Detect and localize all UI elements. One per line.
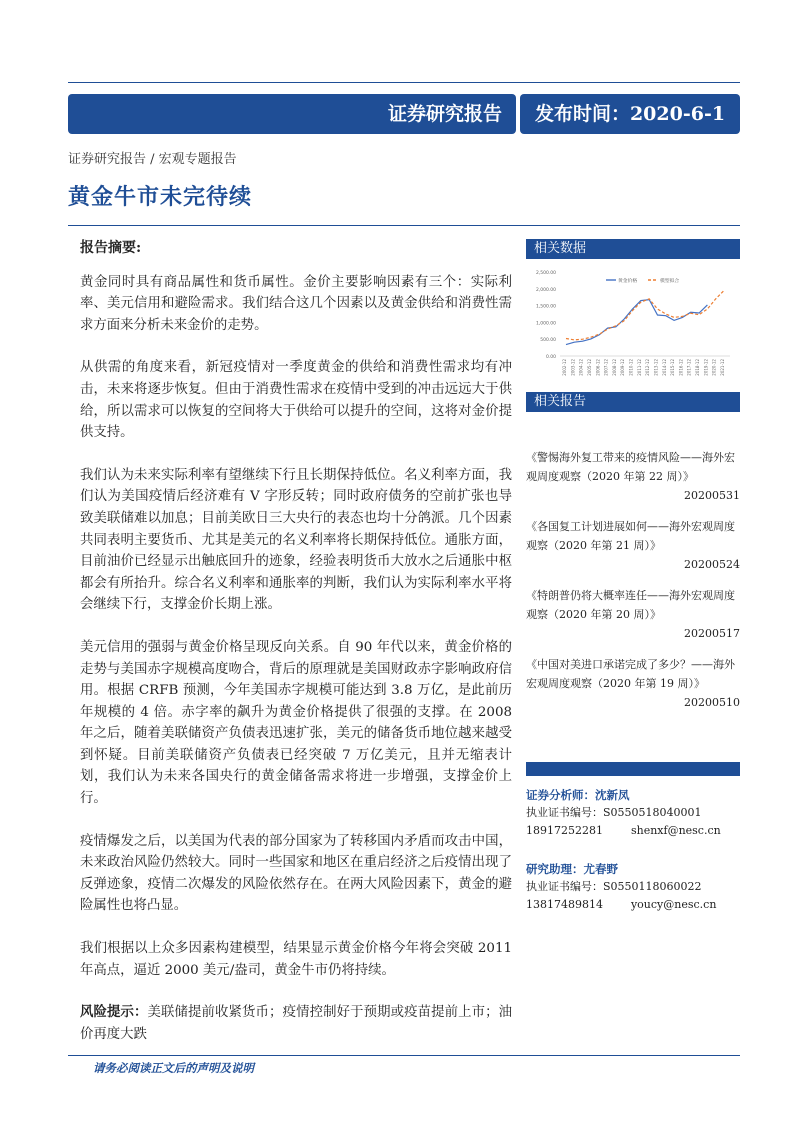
publish-date-banner: 发布时间：2020-6-1: [520, 94, 740, 134]
report-title[interactable]: 《各国复工计划进展如何——海外宏观周度观察（2020 年第 21 周）》: [526, 520, 735, 552]
x-tick-label: 2021-12: [720, 359, 725, 376]
analyst-cert: 执业证书编号：S0550518040001: [526, 806, 702, 819]
assistant-phone: 13817489814: [526, 898, 603, 911]
assistant-block: [526, 860, 716, 914]
assistant-cert: 执业证书编号：S0550118060022: [526, 880, 702, 893]
assistant-role: 研究助理：尤春野: [526, 862, 618, 876]
summary-paragraph: 我们认为未来实际利率有望继续下行且长期保持低位。名义利率方面，我们认为美国疫情后经济难有 V 字形反转；同时政府债务的空前扩张也导致美联储难以加息；目前美欧日三大央行的表态也均十分鸽派。几个因素共同表明主要货币、尤其是美元的名义利率将长期保持低位。通胀方面，目前油价已经显示出触底回升的迹象，经验表明货币大放水之后通胀中枢都会有所抬升。综合名义利率和通胀率的判断，我们认为实际利率水平将会继续下行，支撑金价长期上涨。: [80, 467, 512, 613]
x-tick-label: 2011-12: [636, 359, 642, 376]
x-tick-label: 2013-12: [653, 359, 659, 376]
assistant-contact: [526, 896, 716, 914]
breadcrumb: 证券研究报告 / 宏观专题报告: [68, 152, 237, 167]
x-tick-label: 2005-12: [586, 359, 592, 376]
report-date: 20200531: [684, 489, 740, 502]
analyst-role: 证券分析师：沈新凤: [526, 788, 630, 802]
analyst-email[interactable]: shenxf@nesc.cn: [630, 824, 721, 837]
x-tick-label: 2015-12: [670, 359, 676, 376]
y-tick-label: 2,000.00: [535, 287, 556, 293]
report-type-banner: 证券研究报告: [68, 94, 516, 134]
x-tick-label: 2017-12: [686, 359, 692, 376]
summary-paragraph: 美元信用的强弱与黄金价格呈现反向关系。自 90 年代以来，黄金价格的走势与美国赤字规模高度吻合，背后的原理就是美国财政赤字影响政府信用。根据 CRFB 预测，今年美国赤字规模可能达到 3.8 万亿，是此前历年规模的 4 倍。赤字率的飙升为黄金价格提供了很强的支撑。在 2008 年之后，随着美联储资产负债表迅速扩张，美元的储备货币地位越来越受到怀疑。目前美联储资产负债表已经突破 7 万亿美元，且并无缩表计划，我们认为未来各国央行的黄金储备需求将进一步增强，支撑金价上行。: [80, 639, 512, 807]
y-tick-label: 2,500.00: [535, 271, 556, 276]
risk-text: 美联储提前收紧货币；疫情控制好于预期或疫苗提前上市；油价再度大跌: [80, 1005, 513, 1042]
y-axis: [536, 270, 556, 360]
risk-warning: [80, 1002, 512, 1045]
summary-paragraph: 从供需的角度来看，新冠疫情对一季度黄金的供给和消费性需求均有冲击，未来将逐步恢复。但由于消费性需求在疫情中受到的冲击远远大于供给，所以需求可以恢复的空间将大于供给可以提升的空间，这将对金价提供支持。: [80, 360, 512, 441]
y-tick-label: 1,000.00: [535, 321, 556, 327]
x-tick-label: 2006-12: [595, 359, 601, 376]
report-item[interactable]: [526, 448, 740, 505]
summary-paragraph: 我们根据以上众多因素构建模型，结果显示黄金价格今年将会突破 2011 年高点，逼近 2000 美元/盎司，黄金牛市仍将持续。: [80, 941, 512, 978]
x-tick-label: 2018-12: [695, 359, 701, 376]
report-item[interactable]: [526, 517, 740, 574]
x-tick-label: 2008-12: [611, 359, 617, 376]
page-title: 黄金牛市未完待续: [68, 184, 253, 210]
y-tick-label: 500.00: [540, 338, 556, 344]
x-tick-label: 2014-12: [661, 359, 667, 376]
disclaimer-note[interactable]: 请务必阅读正文后的声明及说明: [93, 1061, 254, 1075]
x-tick-label: 2003-12: [570, 359, 576, 376]
report-title[interactable]: 《警惕海外复工带来的疫情风险——海外宏观周度观察（2020 年第 22 周）》: [526, 451, 735, 483]
x-tick-label: 2016-12: [678, 359, 684, 376]
risk-label: 风险提示：: [80, 1004, 148, 1021]
y-tick-label: 1,500.00: [535, 304, 556, 310]
legend-label: 黄金价格: [618, 279, 638, 284]
related-reports-list: [526, 448, 740, 724]
chart-legend: [606, 277, 679, 284]
series-line: [566, 291, 724, 340]
footer-rule: [68, 1055, 740, 1056]
summary-section: [80, 238, 512, 1066]
title-rule: [68, 225, 740, 226]
x-tick-label: 2019-12: [703, 359, 709, 376]
top-rule: [68, 82, 740, 83]
summary-paragraph: 黄金同时具有商品属性和货币属性。金价主要影响因素有三个：实际利率、美元信用和避险需求。我们结合这几个因素以及黄金供给和消费性需求方面来分析未来金价的走势。: [80, 274, 512, 333]
analyst-phone: 18917252281: [526, 824, 603, 837]
gold-price-chart: [526, 262, 740, 386]
report-date: 20200517: [684, 627, 740, 640]
x-tick-label: 2010-12: [628, 359, 634, 376]
report-date: 20200510: [684, 696, 740, 709]
x-tick-label: 2002-12: [562, 359, 567, 376]
report-item[interactable]: [526, 586, 740, 643]
report-date: 20200524: [684, 558, 740, 571]
related-data-header: 相关数据: [526, 239, 740, 259]
summary-paragraph: 疫情爆发之后，以美国为代表的部分国家为了转移国内矛盾而攻击中国，未来政治风险仍然较大。同时一些国家和地区在重启经济之后疫情出现了反弹迹象，疫情二次爆发的风险依然存在。在两大风险因素下，黄金的避险属性也将凸显。: [80, 833, 512, 914]
legend-label: 模型拟合: [660, 279, 680, 284]
chart-lines: [566, 291, 724, 345]
x-tick-label: 2012-12: [645, 359, 651, 376]
x-axis: [560, 356, 730, 376]
y-tick-label: 0.00: [545, 355, 556, 360]
assistant-email[interactable]: youcy@nesc.cn: [630, 898, 717, 911]
related-reports-header: 相关报告: [526, 392, 740, 412]
report-item[interactable]: [526, 655, 740, 712]
analyst-block: [526, 786, 721, 840]
x-tick-label: 2007-12: [603, 359, 609, 376]
report-title[interactable]: 《特朗普仍将大概率连任——海外宏观周度观察（2020 年第 20 周）》: [526, 589, 735, 621]
x-tick-label: 2020-12: [711, 359, 717, 376]
analyst-contact: [526, 822, 721, 840]
report-title[interactable]: 《中国对美进口承诺完成了多少？——海外宏观周度观察（2020 年第 19 周）》: [526, 658, 735, 690]
x-tick-label: 2004-12: [578, 359, 584, 376]
analyst-divider: [526, 762, 740, 776]
summary-heading: 报告摘要:: [80, 240, 142, 256]
x-tick-label: 2009-12: [620, 359, 626, 376]
